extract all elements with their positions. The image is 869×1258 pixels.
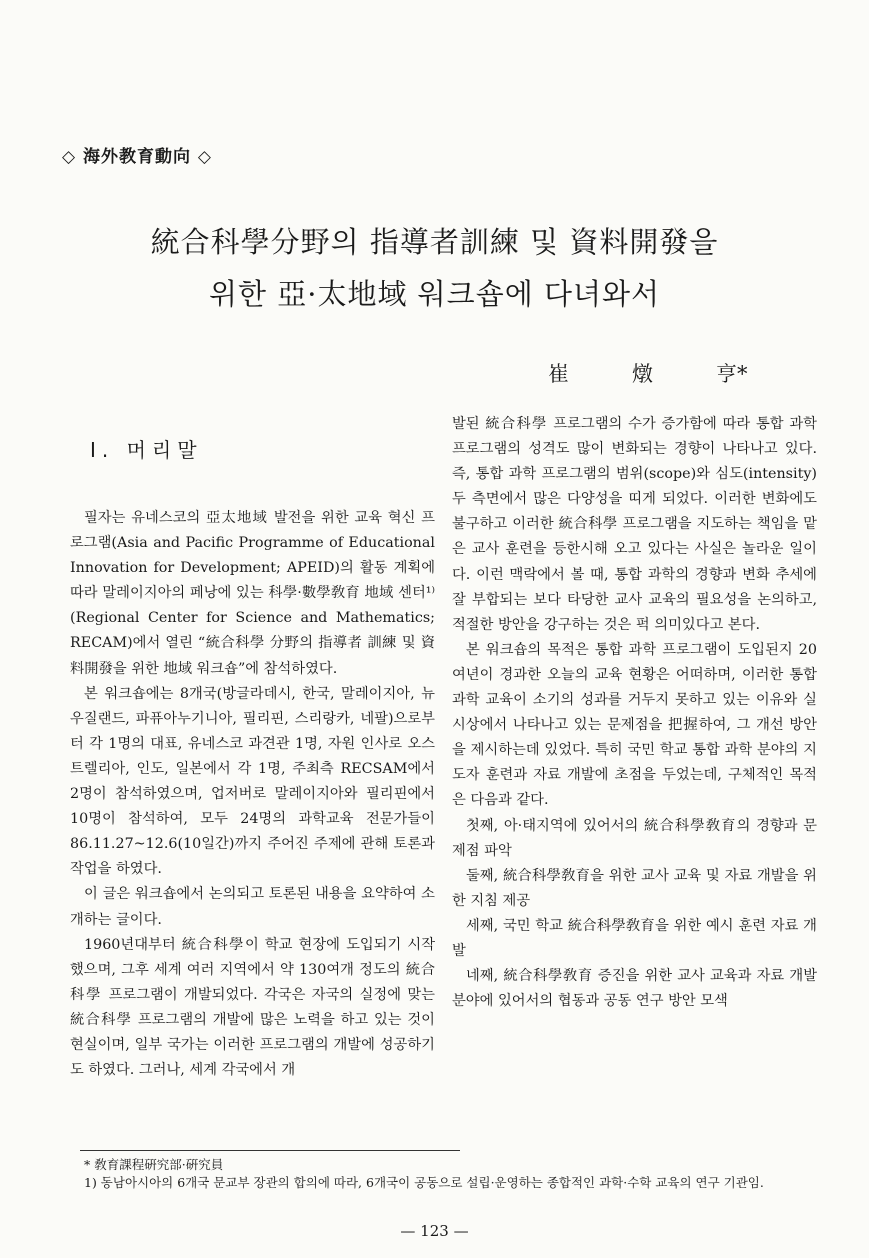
- footnote-1: 1) 동남아시아의 6개국 문교부 장관의 합의에 따라, 6개국이 공동으로 설립·운영하는 종합적인 과학·수학 교육의 연구 기관임.: [84, 1175, 764, 1190]
- objective-item: 둘째, 統合科學敎育을 위한 교사 교육 및 자료 개발을 위한 지침 제공: [452, 867, 817, 909]
- article-title-line-1: 統合科學分野의 指導者訓練 및 資料開發을: [150, 225, 719, 259]
- body-paragraph: 본 워크숍의 목적은 통합 과학 프로그램이 도입된지 20여년이 경과한 오늘의 교육 현황은 어떠하며, 이러한 통합 과학 교육이 소기의 성과를 거두지 못하고 있는 이유와 실시상에서 나타나고 있는 문제점을 把握하여, 그 개선 방안을 제시하는데 있었다. 특히 국민 학교 통합 과학 분야의 지도자 훈련과 자료 개발에 초점을 두었는데, 구체적인 목적은 다음과 같다.: [452, 641, 817, 809]
- left-column: [70, 412, 435, 1083]
- body-paragraph: 1960년대부터 統合科學이 학교 현장에 도입되기 시작했으며, 그후 세계 여러 지역에서 약 130여개 정도의 統合科學 프로그램이 개발되었다. 각국은 자국의 실정에 맞는 統合科學 프로그램의 개발에 많은 노력을 하고 있는 것이 현실이며, 일부 국가는 이러한 프로그램의 개발에 성공하기도 하였다. 그러나, 세계 각국에서 개: [70, 936, 435, 1079]
- section-tag: ◇ 海外教育動向 ◇: [62, 147, 212, 167]
- objective-item: 세째, 국민 학교 統合科學敎育을 위한 예시 훈련 자료 개발: [452, 917, 817, 959]
- page-number: — 123 —: [400, 1222, 469, 1240]
- body-paragraph: 이 글은 워크숍에서 논의되고 토론된 내용을 요약하여 소개하는 글이다.: [70, 886, 435, 928]
- body-paragraph: 발된 統合科學 프로그램의 수가 증가함에 따라 통합 과학 프로그램의 성격도 많이 변화되는 경향이 나타나고 있다. 즉, 통합 과학 프로그램의 범위(scope)와 심도(intensity) 두 측면에서 많은 다양성을 띠게 되었다. 이러한 변화에도 불구하고 이러한 統合科學 프로그램을 지도하는 책임을 맡은 교사 훈련을 등한시해 오고 있다는 사실은 놀라운 일이다. 이런 맥락에서 볼 때, 통합 과학의 경향과 변화 추세에 잘 부합되는 보다 타당한 교사 교육의 필요성을 논의하고, 적절한 방안을 강구하는 것은 퍽 의미있다고 본다.: [452, 416, 817, 633]
- section-heading: I. 머리말: [90, 438, 203, 462]
- author-name: 崔 燉 亨*: [548, 362, 748, 386]
- objective-item: 네째, 統合科學敎育 증진을 위한 교사 교육과 자료 개발 분야에 있어서의 협동과 공동 연구 방안 모색: [452, 968, 817, 1010]
- objective-item: 첫째, 아·태지역에 있어서의 統合科學敎育의 경향과 문제점 파악: [452, 817, 817, 859]
- body-paragraph: 필자는 유네스코의 亞太地域 발전을 위한 교육 혁신 프로그램(Asia and Pacific Programme of Educational Innovation for Development; APEID)의 활동 계획에 따라 말레이지아의 페낭에 있는 科學·數學敎育 地域 센터¹⁾(Regional Center for Science and Mathematics; RECAM)에서 열린 “統合科學 分野의 指導者 訓練 및 資料開發을 위한 地域 워크숍”에 참석하였다.: [70, 510, 435, 677]
- right-column: [452, 412, 817, 1014]
- article-title-line-2: 위한 亞·太地域 워크숍에 다녀와서: [208, 277, 660, 311]
- footnote-divider: [80, 1150, 460, 1151]
- body-paragraph: 본 워크숍에는 8개국(방글라데시, 한국, 말레이지아, 뉴우질랜드, 파퓨아누기니아, 필리핀, 스리랑카, 네팔)으로부터 각 1명의 대표, 유네스코 과견관 1명, 자원 인사로 오스트렐리아, 인도, 일본에서 각 1명, 주최측 RECSAM에서 2명이 참석하였으며, 업저버로 말레이지아와 필리핀에서 10명이 참석하여, 모두 24명의 과학교육 전문가들이 86.11.27~12.6(10일간)까지 주어진 주제에 관해 토론과 작업을 하였다.: [70, 685, 435, 878]
- footnote-author: * 敎育課程硏究部·硏究員: [84, 1157, 224, 1172]
